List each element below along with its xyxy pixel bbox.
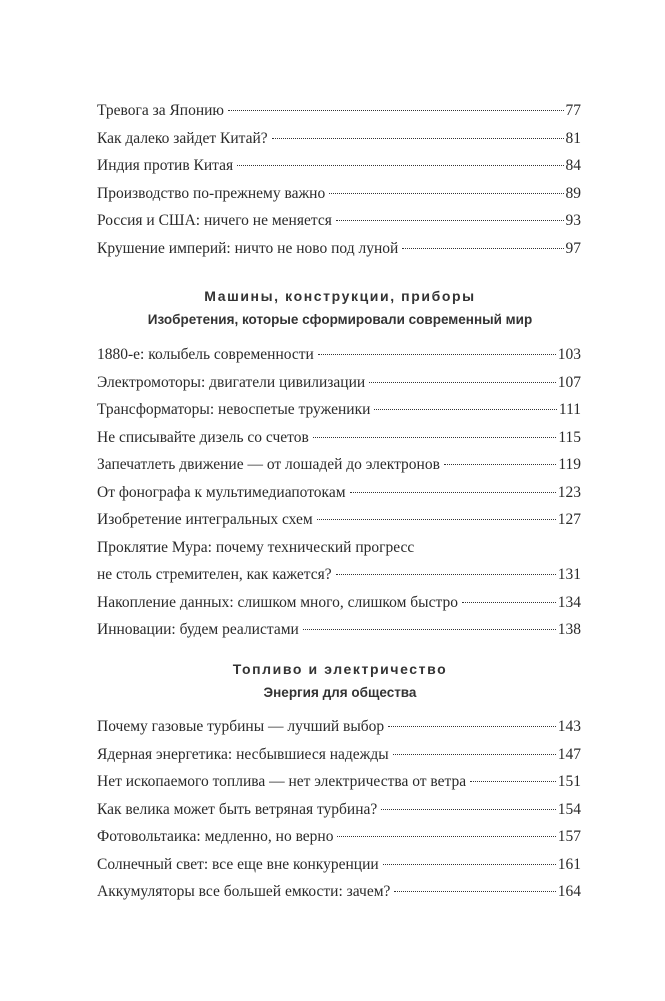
dot-leader [237, 165, 563, 166]
page-number: 123 [557, 483, 581, 501]
dot-leader [329, 193, 563, 194]
toc-entry[interactable] [97, 796, 581, 824]
page-number: 119 [558, 456, 581, 473]
entry-title: Ядерная энергетика: несбывшиеся надежды [97, 745, 389, 763]
page-number: 164 [557, 883, 581, 900]
entry-title: Инновации: будем реалистами [97, 621, 299, 638]
toc-section-3 [97, 713, 581, 906]
dot-leader [470, 781, 556, 782]
toc-entry[interactable] [97, 180, 581, 208]
page-number: 77 [565, 102, 581, 119]
dot-leader [402, 248, 563, 249]
page-number: 127 [557, 511, 581, 528]
entry-title-continued: не столь стремителен, как кажется? [97, 566, 332, 583]
dot-leader [462, 602, 556, 603]
toc-entry[interactable] [97, 125, 581, 153]
entry-title: Нет ископаемого топлива — нет электричества от ветра [97, 773, 467, 790]
entry-title: Солнечный свет: все еще вне конкуренции [97, 855, 379, 873]
entry-title: Изобретение интегральных схем [97, 511, 313, 528]
page-number: 81 [565, 129, 581, 147]
dot-leader [303, 629, 556, 630]
section-heading-machines [60, 284, 620, 332]
dot-leader [383, 864, 556, 865]
page-number: 131 [557, 566, 581, 583]
dot-leader [337, 836, 555, 837]
toc-entry[interactable] [97, 235, 581, 263]
toc-entry[interactable] [97, 506, 581, 534]
dot-leader [313, 437, 557, 438]
page-number: 151 [557, 773, 581, 790]
dot-leader [350, 492, 556, 493]
dot-leader [272, 138, 564, 139]
section-subtitle: Изобретения, которые сформировали современный мир [147, 312, 533, 327]
page-number: 143 [557, 718, 581, 735]
entry-title: Проклятие Мура: почему технический прогресс [97, 538, 415, 556]
toc-entry[interactable] [97, 589, 581, 617]
toc-entry[interactable] [97, 396, 581, 424]
page-number: 84 [565, 157, 581, 174]
entry-title: Крушение империй: ничто не ново под луной [97, 239, 399, 257]
dot-leader [394, 891, 555, 892]
entry-title: 1880-е: колыбель современности [97, 346, 314, 363]
dot-leader [318, 354, 556, 355]
entry-title: Производство по-прежнему важно [97, 184, 326, 202]
dot-leader [228, 110, 563, 111]
dot-leader [388, 726, 556, 727]
page-number: 111 [558, 401, 581, 418]
section-subtitle: Энергия для общества [263, 685, 417, 700]
entry-title: Накопление данных: слишком много, слишком быстро [97, 593, 458, 611]
page-number: 161 [557, 855, 581, 873]
toc-entry[interactable] [97, 369, 581, 397]
toc-entry[interactable] [97, 424, 581, 452]
section-title: Машины, конструкции, приборы [204, 288, 476, 304]
page-number: 115 [558, 428, 581, 446]
page-number: 138 [557, 621, 581, 638]
entry-title: Аккумуляторы все большей емкости: зачем? [97, 883, 391, 900]
page-number: 107 [557, 373, 581, 391]
entry-title: От фонографа к мультимедиапотокам [97, 483, 346, 501]
toc-entry[interactable] [97, 152, 581, 180]
page-number: 157 [557, 828, 581, 845]
page-number: 103 [557, 346, 581, 363]
dot-leader [317, 519, 556, 520]
page-number: 147 [557, 745, 581, 763]
toc-entry[interactable] [97, 851, 581, 879]
dot-leader [369, 382, 556, 383]
toc-entry[interactable] [97, 451, 581, 479]
toc-entry[interactable] [97, 341, 581, 369]
toc-entry[interactable] [97, 741, 581, 769]
dot-leader [444, 464, 556, 465]
toc-entry[interactable] [97, 479, 581, 507]
toc-entry[interactable] [97, 534, 581, 589]
toc-entry[interactable] [97, 97, 581, 125]
toc-section-2 [97, 341, 581, 644]
entry-title: Запечатлеть движение — от лошадей до электронов [97, 456, 440, 473]
section-title: Топливо и электричество [232, 661, 448, 677]
page-number: 97 [565, 239, 581, 257]
entry-title: Тревога за Японию [97, 102, 225, 119]
dot-leader [381, 809, 555, 810]
entry-title: Не списывайте дизель со счетов [97, 428, 309, 446]
page-number: 93 [565, 212, 581, 229]
entry-title: Трансформаторы: невоспетые труженики [97, 401, 371, 418]
entry-title: Россия и США: ничего не меняется [97, 212, 332, 229]
toc-section-1 [97, 97, 581, 262]
dot-leader [336, 574, 556, 575]
entry-title: Как далеко зайдет Китай? [97, 129, 268, 147]
page-number: 134 [557, 593, 581, 611]
page-number: 89 [565, 184, 581, 202]
dot-leader [336, 220, 564, 221]
toc-entry[interactable] [97, 878, 581, 906]
toc-entry[interactable] [97, 713, 581, 741]
toc-entry[interactable] [97, 823, 581, 851]
toc-entry[interactable] [97, 207, 581, 235]
toc-entry[interactable] [97, 616, 581, 644]
entry-title: Фотовольтаика: медленно, но верно [97, 828, 334, 845]
entry-title: Почему газовые турбины — лучший выбор [97, 718, 385, 735]
dot-leader [374, 409, 556, 410]
toc-entry[interactable] [97, 768, 581, 796]
section-heading-energy [60, 657, 620, 705]
entry-title: Электромоторы: двигатели цивилизации [97, 373, 366, 391]
entry-title: Индия против Китая [97, 157, 234, 174]
page-number: 154 [557, 800, 581, 818]
entry-title: Как велика может быть ветряная турбина? [97, 800, 378, 818]
dot-leader [393, 754, 556, 755]
